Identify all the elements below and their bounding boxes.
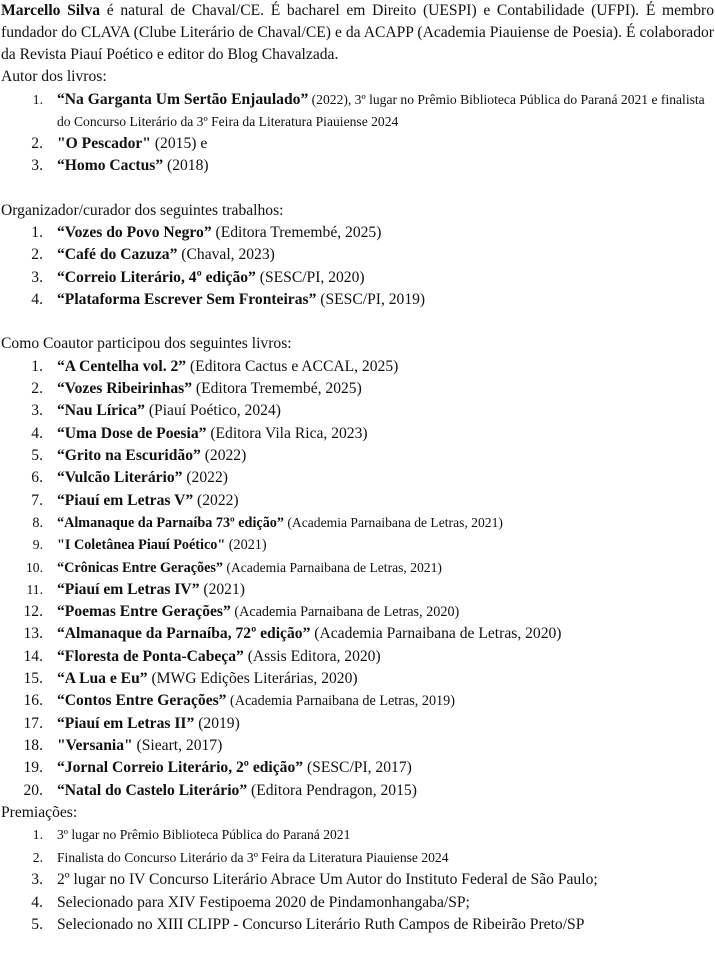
author-name: Marcello Silva — [1, 2, 101, 19]
list-item: 14. “Floresta de Ponta-Cabeça” (Assis Editora, 2020) — [23, 647, 381, 665]
author-books-list — [1, 89, 714, 178]
list-item: 4. “Uma Dose de Poesia” (Editora Vila Rica, 2023) — [31, 424, 368, 442]
list-item: 8. “Almanaque da Parnaíba 73º edição” (Academia Parnaibana de Letras, 2021) — [32, 514, 503, 531]
list-item: 13. “Almanaque da Parnaíba, 72º edição” (Academia Parnaibana de Letras, 2020) — [23, 625, 562, 643]
list-item: 16. “Contos Entre Gerações” (Academia Parnaibana de Letras, 2019) — [23, 692, 455, 710]
coauthor-heading: Como Coautor participou dos seguintes livros: — [1, 335, 292, 353]
list-item: 3. 2º lugar no IV Concurso Literário Abrace Um Autor do Instituto Federal de São Paulo; — [31, 871, 598, 889]
list-item: 3. “Homo Cactus” (2018) — [31, 157, 209, 175]
list-item: 4. “Plataforma Escrever Sem Fronteiras” (SESC/PI, 2019) — [31, 291, 426, 309]
list-item: 18. "Versania" (Sieart, 2017) — [23, 736, 223, 754]
organizer-heading: Organizador/curador dos seguintes trabalhos: — [1, 201, 284, 219]
list-item: 5. Selecionado no XIII CLIPP - Concurso Literário Ruth Campos de Ribeirão Preto/SP — [31, 915, 585, 933]
list-item: 5. “Grito na Escuridão” (2022) — [31, 447, 247, 465]
list-item: 19. “Jornal Correio Literário, 2º edição” (SESC/PI, 2017) — [23, 759, 412, 777]
list-item: 3. “Correio Literário, 4º edição” (SESC/PI, 2020) — [31, 268, 365, 286]
list-item: 1. “Vozes do Povo Negro” (Editora Tremembé, 2025) — [31, 224, 382, 242]
list-item: 2. “Vozes Ribeirinhas” (Editora Tremembé, 2025) — [31, 380, 362, 398]
list-item: 2. Finalista do Concurso Literário da 3º Feira da Literatura Piauiense 2024 — [32, 849, 449, 865]
list-item: 17. “Piauí em Letras II” (2019) — [23, 714, 240, 732]
list-item: 20. “Natal do Castelo Literário” (Editora Pendragon, 2015) — [23, 781, 417, 799]
list-item: 10. “Crônicas Entre Gerações” (Academia Parnaibana de Letras, 2021) — [26, 559, 442, 576]
awards-heading: Premiações: — [1, 803, 78, 821]
organizer-list — [1, 222, 714, 311]
list-item: 2. “Café do Cazuza” (Chaval, 2023) — [31, 246, 275, 264]
author-bio — [1, 0, 714, 66]
list-item: 1. 3º lugar no Prêmio Biblioteca Pública do Paraná 2021 — [32, 827, 351, 843]
list-item: 6. “Vulcão Literário” (2022) — [31, 469, 228, 487]
list-item: 4. Selecionado para XIV Festipoema 2020 de Pindamonhangaba/SP; — [31, 893, 470, 911]
bio-text: é natural de Chaval/CE. É bacharel em Direito (UESPI) e Contabilidade (UFPI). É membro fundador do CLAVA (Clube Literário de Chaval/CE) e da ACAPP (Academia Piauiense de Poesia). É colaborador da Revista Piauí Poético e editor do Blog Chavalzada. — [1, 2, 715, 63]
list-item: 15. “A Lua e Eu” (MWG Edições Literárias, 2020) — [23, 670, 358, 688]
list-item: 1. “Na Garganta Um Sertão Enjaulado” (2022), 3º lugar no Prêmio Biblioteca Pública do Paraná 2021 e finalista do Concurso Literário da 3º Feira da Literatura Piauiense 2024 — [32, 90, 705, 129]
list-item: 1. “A Centelha vol. 2” (Editora Cactus e ACCAL, 2025) — [31, 357, 399, 375]
coauthor-list — [1, 356, 714, 802]
awards-list — [1, 824, 714, 936]
list-item: 7. “Piauí em Letras V” (2022) — [31, 491, 239, 509]
list-item: 3. “Nau Lírica” (Piauí Poético, 2024) — [31, 402, 281, 420]
list-item: 9. "I Coletânea Piauí Poético" (2021) — [32, 537, 267, 554]
author-books-heading: Autor dos livros: — [1, 68, 107, 85]
list-item: 2. "O Pescador" (2015) e — [31, 135, 208, 153]
list-item: 12. “Poemas Entre Gerações” (Academia Parnaibana de Letras, 2020) — [23, 603, 460, 621]
list-item: 11. “Piauí em Letras IV” (2021) — [26, 580, 245, 598]
